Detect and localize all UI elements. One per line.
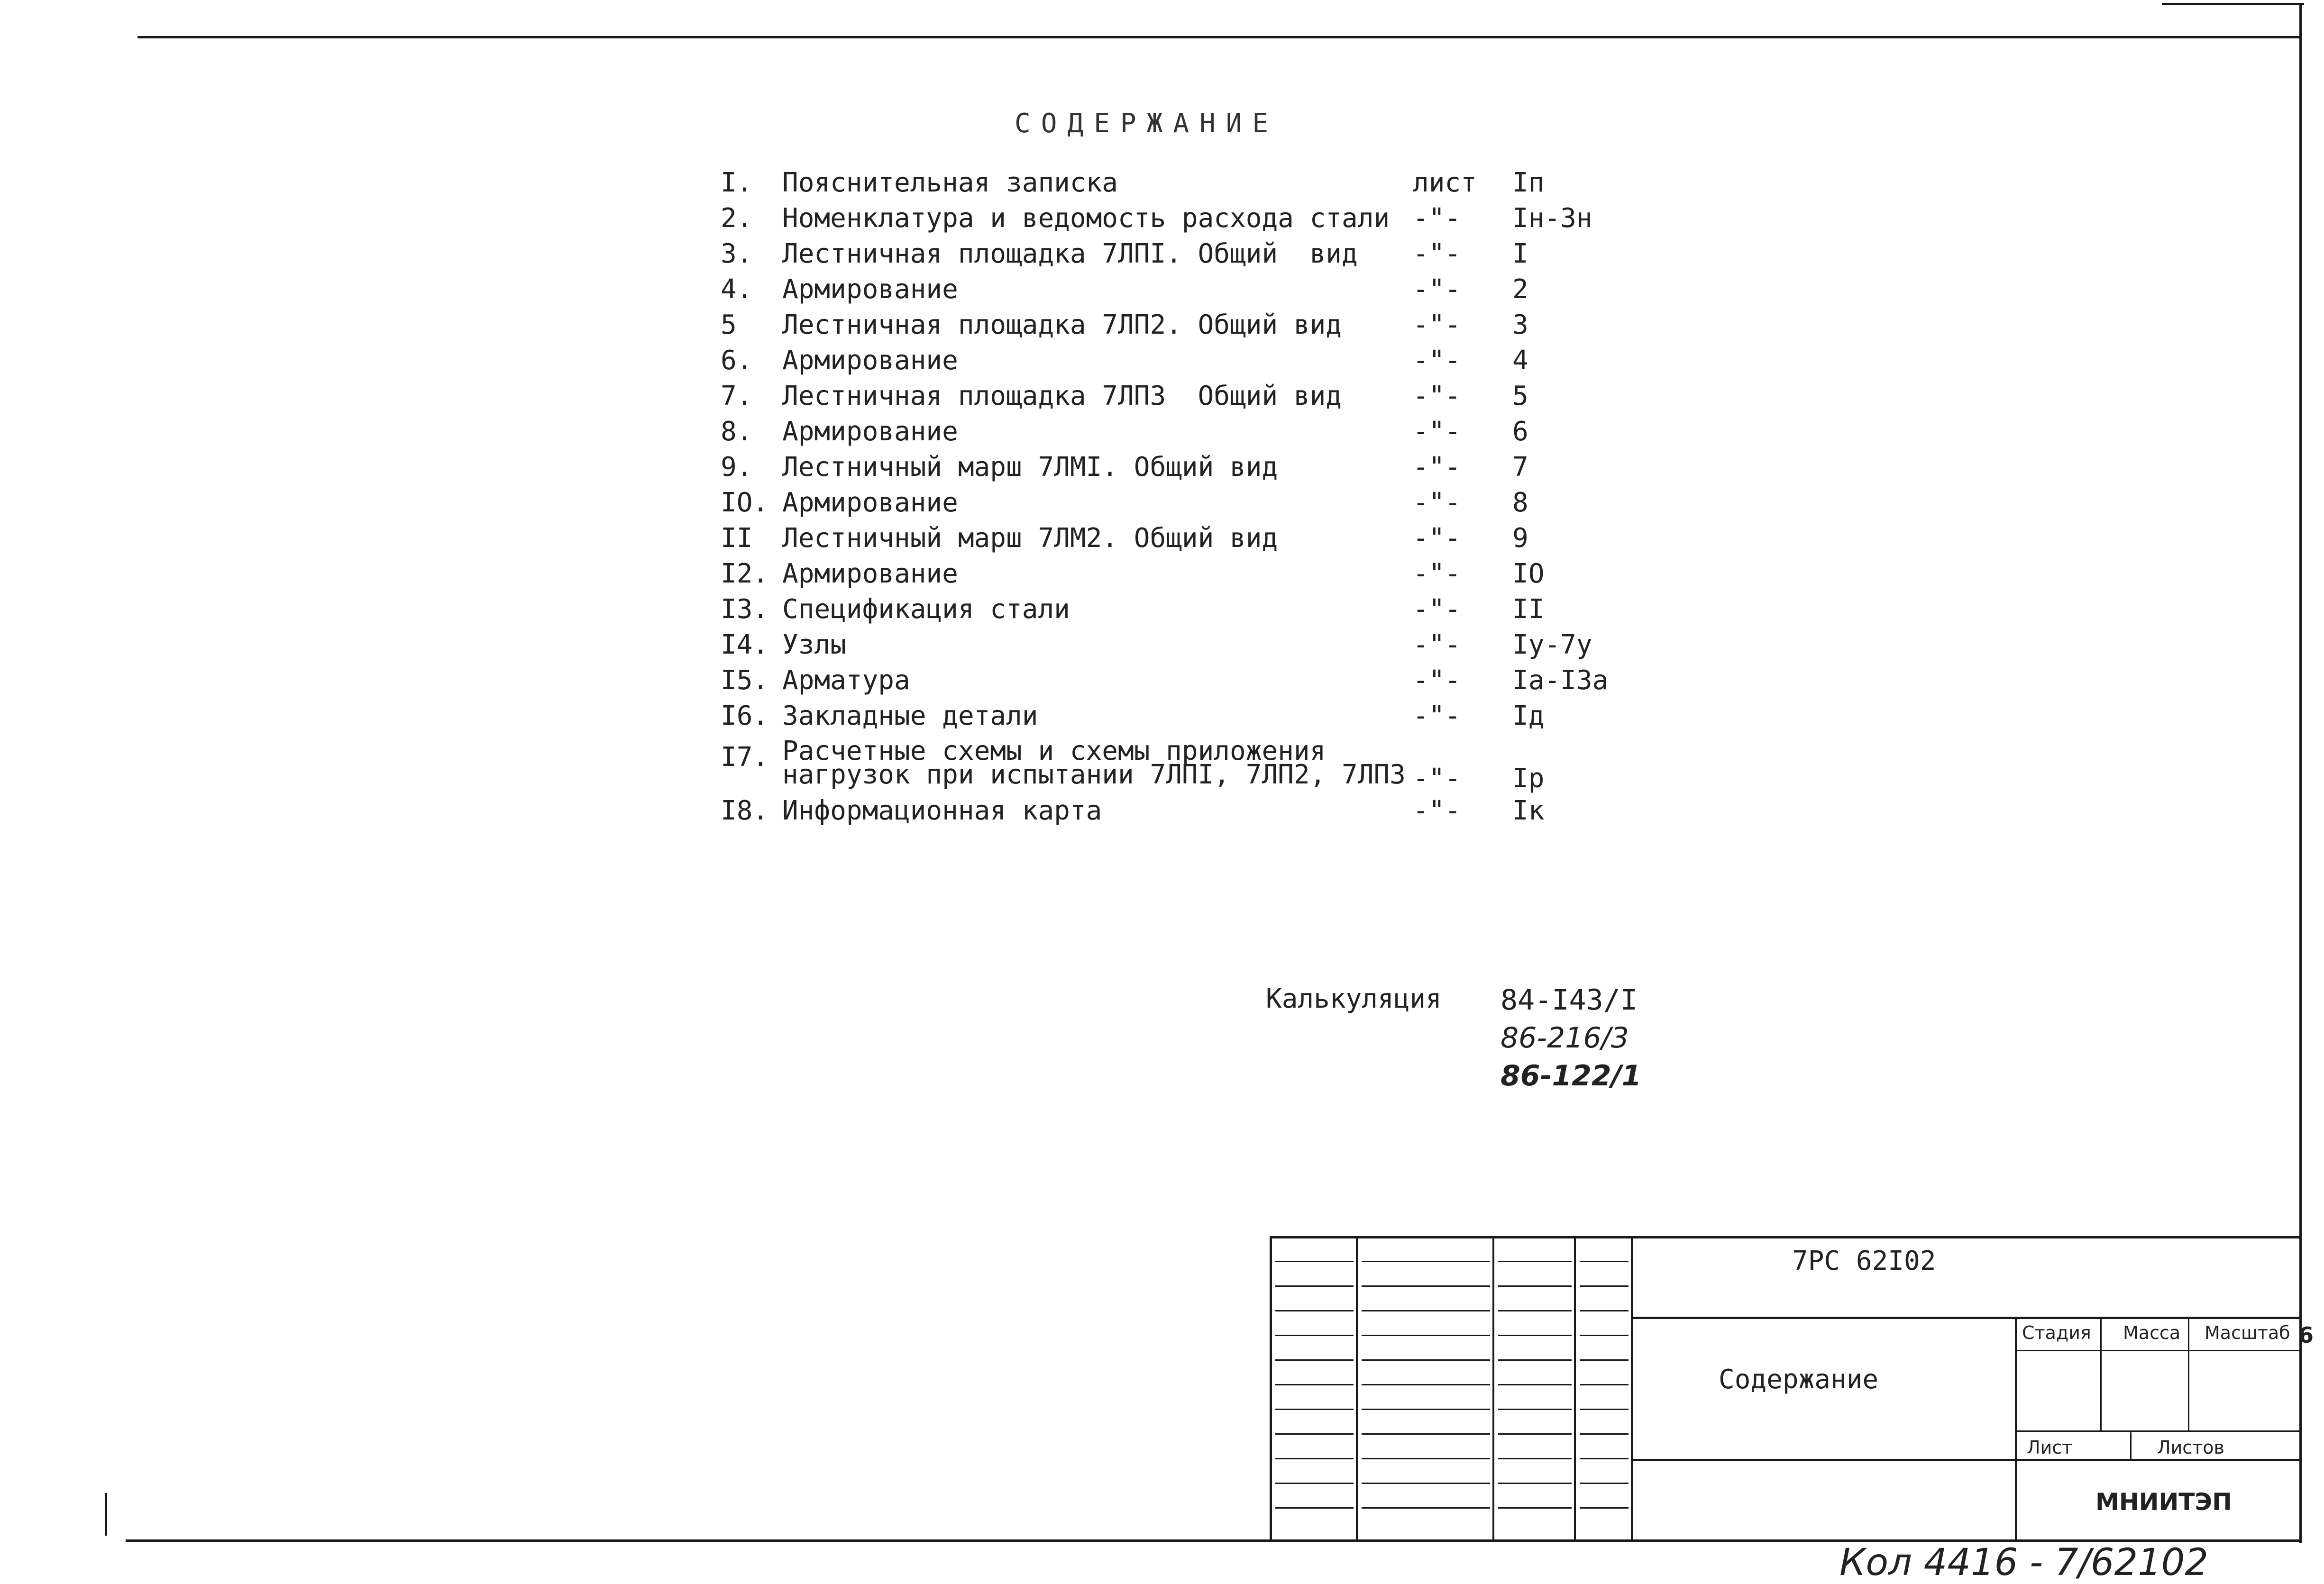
entry-number: I8. [721,795,769,826]
entry-sheet: 6 [1512,416,1528,447]
document-code: 7РС 62I02 [1792,1246,1936,1276]
sheets-label: Листов [2157,1437,2224,1458]
entry-title: Армирование [782,558,958,589]
title-block-column-line [1356,1236,1358,1539]
entry-number: I4. [721,629,769,660]
entry-sheet: I [1512,238,1528,269]
entry-sheet: IO [1512,558,1545,589]
signature-row-line [1362,1433,1490,1435]
entry-list-mark: -"- [1413,238,1461,269]
entry-list-mark: -"- [1413,665,1461,696]
entry-number: I2. [721,558,769,589]
title-block-column-line [2130,1432,2132,1459]
contents-row [721,165,1669,200]
entry-number: I6. [721,701,769,731]
entry-title: Пояснительная записка [782,167,1118,198]
signature-row-line [1580,1384,1629,1385]
entry-list-mark: -"- [1413,416,1461,447]
calculation-number: 86-122/1 [1501,1059,1642,1092]
contents-row [721,449,1669,485]
entry-title: Номенклатура и ведомость расхода стали [782,203,1390,234]
document-name: Содержание [1719,1364,1879,1395]
entry-list-mark: -"- [1413,523,1461,554]
signature-row-line [1362,1483,1490,1484]
entry-number: 5 [721,310,737,340]
signature-row-line [1498,1359,1572,1361]
contents-title: СОДЕРЖАНИЕ [1015,108,1279,139]
signature-row-line [1362,1285,1490,1287]
entry-sheet: Iа-I3а [1512,665,1609,696]
title-block-top-line [1270,1236,2299,1238]
contents-row [721,627,1669,663]
signature-row-line [1498,1384,1572,1385]
entry-list-mark: -"- [1413,452,1461,482]
entry-list-mark: -"- [1413,487,1461,518]
entry-title: Армирование [782,487,958,518]
entry-sheet: 4 [1512,345,1528,376]
signature-row-line [1275,1458,1354,1459]
entry-number: II [721,523,753,554]
signature-row-line [1275,1483,1354,1484]
calculation-label: Калькуляция [1266,983,1442,1014]
entry-list-mark: -"- [1413,558,1461,589]
signature-row-line [1362,1409,1490,1410]
entry-list-mark: -"- [1413,310,1461,340]
inventory-note: Кол 4416 - 7/62102 [1839,1541,2209,1584]
entry-sheet: Iн-3н [1512,203,1592,234]
contents-row [721,343,1669,378]
signature-row-line [1580,1433,1629,1435]
entry-sheet: 9 [1512,523,1528,554]
entry-list-mark: -"- [1413,594,1461,625]
entry-list-mark: -"- [1413,274,1461,305]
contents-row [721,520,1669,556]
entry-number: I3. [721,594,769,625]
signature-row-line [1275,1384,1354,1385]
scale-label: Масштаб [2205,1322,2290,1343]
contents-row [721,592,1669,627]
signature-row-line [1362,1458,1490,1459]
entry-number: I. [721,167,753,198]
signature-row-line [1498,1310,1572,1311]
contents-row [721,272,1669,307]
signature-row-line [1275,1261,1354,1262]
entry-sheet: 7 [1512,452,1528,482]
signature-row-line [1362,1359,1490,1361]
entry-number: 9. [721,452,753,482]
entry-number: I7. [721,742,769,773]
entry-title: Лестничная площадка 7ЛП2. Общий вид [782,310,1342,340]
signature-row-line [1275,1433,1354,1435]
signature-row-line [1498,1507,1572,1509]
entry-title: Армирование [782,274,958,305]
entry-list-mark: -"- [1413,763,1461,794]
contents-row [721,556,1669,592]
title-block-line [2015,1350,2299,1351]
entry-sheet: 2 [1512,274,1528,305]
title-block-column-line [1631,1236,1633,1539]
signature-row-line [1498,1261,1572,1262]
entry-sheet: 3 [1512,310,1528,340]
entry-sheet: Iр [1512,763,1545,794]
contents-row [721,414,1669,449]
signature-row-line [1362,1335,1490,1336]
entry-title: Лестничная площадка 7ЛП3 Общий вид [782,381,1342,411]
signature-row-line [1580,1310,1629,1311]
entry-sheet: 5 [1512,381,1528,411]
contents-row [721,378,1669,414]
entry-sheet: Iд [1512,701,1545,731]
entry-number: 3. [721,238,753,269]
signature-row-line [1580,1285,1629,1287]
title-block-column-line [2188,1317,2189,1430]
right-border-line [2299,3,2302,1543]
calculation-number: 84-I43/I [1501,983,1638,1017]
title-block-line [1633,1317,2299,1319]
entry-number: 6. [721,345,753,376]
entry-title: Спецификация стали [782,594,1070,625]
entry-list-mark: -"- [1413,203,1461,234]
entry-sheet: Iк [1512,795,1545,826]
signature-row-line [1580,1458,1629,1459]
entry-sheet: Iп [1512,167,1545,198]
entry-title: Армирование [782,345,958,376]
signature-row-line [1275,1507,1354,1509]
entry-list-mark: -"- [1413,629,1461,660]
entry-list-mark: лист [1413,167,1477,198]
title-block-line [1633,1459,2299,1461]
entry-number: 8. [721,416,753,447]
contents-row [721,793,1669,828]
title-block-left-line [1270,1236,1272,1539]
contents-row [721,663,1669,698]
entry-title: Лестничный марш 7ЛМ2. Общий вид [782,523,1278,554]
entry-number: 7. [721,381,753,411]
title-block-column-line [1492,1236,1494,1539]
entry-list-mark: -"- [1413,795,1461,826]
top-right-border-line [2162,3,2304,5]
signature-row-line [1362,1310,1490,1311]
title-block-column-line [2100,1317,2102,1430]
entry-title: Закладные детали [782,701,1038,731]
contents-row [721,736,1669,796]
entry-title: Лестничная площадка 7ЛПI. Общий вид [782,238,1358,269]
entry-sheet: II [1512,594,1545,625]
sheet-label: Лист [2027,1437,2073,1458]
entry-title: Лестничный марш 7ЛМI. Общий вид [782,452,1278,482]
signature-row-line [1498,1409,1572,1410]
entry-title: Узлы [782,629,846,660]
signature-row-line [1498,1285,1572,1287]
signature-row-line [1362,1261,1490,1262]
contents-row [721,485,1669,520]
entry-title: Арматура [782,665,910,696]
left-margin-mark [105,1493,107,1536]
signature-row-line [1362,1507,1490,1509]
stage-label: Стадия [2022,1322,2091,1343]
corner-mark: 6 [2298,1322,2314,1348]
entry-number: I5. [721,665,769,696]
entry-sheet: Iу-7у [1512,629,1592,660]
signature-row-line [1498,1433,1572,1435]
signature-row-line [1275,1409,1354,1410]
entry-title: Армирование [782,416,958,447]
entry-list-mark: -"- [1413,345,1461,376]
entry-title: Расчетные схемы и схемы приложения нагрузок при испытании 7ЛПI, 7ЛП2, 7ЛП3 [782,736,1406,790]
entry-sheet: 8 [1512,487,1528,518]
signature-row-line [1580,1483,1629,1484]
title-block-column-line [1574,1236,1576,1539]
title-block-column-line [2015,1317,2017,1539]
contents-row [721,200,1669,236]
entry-number: 4. [721,274,753,305]
signature-row-line [1498,1458,1572,1459]
signature-row-line [1580,1261,1629,1262]
title-block-line [2015,1430,2299,1432]
signature-row-line [1498,1483,1572,1484]
signature-row-line [1275,1285,1354,1287]
calculation-number: 86-216/3 [1501,1021,1629,1055]
signature-row-line [1275,1310,1354,1311]
signature-row-line [1580,1507,1629,1509]
contents-row [721,307,1669,343]
entry-number: IO. [721,487,769,518]
signature-row-line [1580,1359,1629,1361]
entry-number: 2. [721,203,753,234]
mass-label: Масса [2123,1322,2181,1343]
signature-row-line [1580,1409,1629,1410]
signature-row-line [1498,1335,1572,1336]
organization-name: МНИИТЭП [2095,1488,2232,1516]
signature-row-line [1275,1359,1354,1361]
entry-list-mark: -"- [1413,701,1461,731]
entry-title: Информационная карта [782,795,1102,826]
signature-row-line [1580,1335,1629,1336]
top-border-line [137,36,2299,38]
signature-row-line [1275,1335,1354,1336]
contents-row [721,236,1669,272]
contents-row [721,698,1669,734]
signature-row-line [1362,1384,1490,1385]
entry-list-mark: -"- [1413,381,1461,411]
